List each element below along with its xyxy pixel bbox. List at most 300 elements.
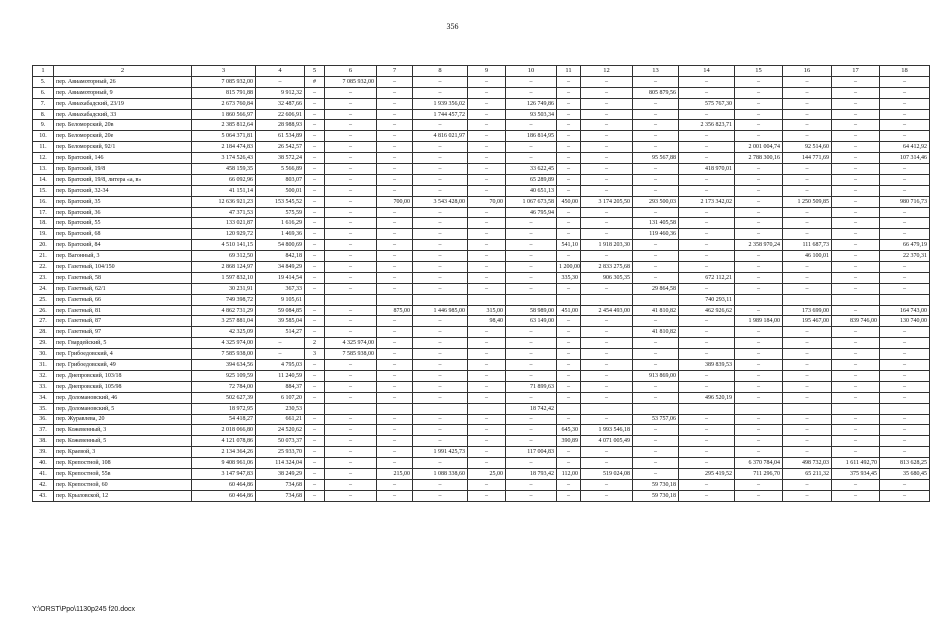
amount-cell: 375 934,45 [832,468,880,479]
amount-cell: – [581,251,633,262]
amount-cell: 53 757,06 [633,414,679,425]
amount-cell: – [325,185,377,196]
row-number-cell: 40. [33,458,54,469]
amount-cell: – [377,76,413,87]
amount-cell: – [413,164,468,175]
address-cell: пер. Газетный, 97 [54,327,192,338]
amount-cell: – [557,490,581,501]
amount-cell: – [305,381,325,392]
amount-cell: – [783,262,832,273]
amount-cell: – [413,251,468,262]
amount-cell: 65 289,89 [506,174,557,185]
amount-cell: – [832,360,880,371]
amount-cell: – [413,87,468,98]
row-number-cell: 10. [33,131,54,142]
amount-cell [581,403,633,414]
amount-cell: – [633,425,679,436]
amount-cell: 6 370 784,04 [735,458,783,469]
amount-cell: – [305,392,325,403]
amount-cell: – [557,109,581,120]
amount-cell [633,403,679,414]
amount-cell: – [880,414,930,425]
amount-cell: – [325,370,377,381]
amount-cell: – [506,76,557,87]
amount-cell: – [305,316,325,327]
address-cell: пер. Днепровский, 103/18 [54,370,192,381]
amount-cell: – [468,414,506,425]
amount-cell: – [377,316,413,327]
amount-cell: – [305,370,325,381]
table-row [33,294,930,305]
amount-cell: – [557,153,581,164]
column-number-cell: 13 [633,66,679,77]
amount-cell: – [506,120,557,131]
amount-cell: – [557,174,581,185]
address-cell: пер. Авиахабадский, 23/19 [54,98,192,109]
amount-cell: # [305,76,325,87]
amount-cell: 394 634,56 [192,360,256,371]
amount-cell: – [880,207,930,218]
amount-cell: – [783,414,832,425]
amount-cell: – [256,338,305,349]
amount-cell: – [735,414,783,425]
amount-cell: – [581,414,633,425]
amount-cell [468,294,506,305]
amount-cell: – [325,490,377,501]
amount-cell: – [468,218,506,229]
amount-cell: – [305,120,325,131]
amount-cell: – [506,229,557,240]
amount-cell: – [325,479,377,490]
row-number-cell: 26. [33,305,54,316]
amount-cell: – [581,185,633,196]
amount-cell: – [468,490,506,501]
amount-cell: – [783,360,832,371]
amount-cell: – [880,76,930,87]
amount-cell: 295 419,52 [679,468,735,479]
amount-cell: – [633,251,679,262]
row-number-cell: 27. [33,316,54,327]
address-cell: пер. Братский, 36 [54,207,192,218]
row-number-cell: 39. [33,447,54,458]
amount-cell: 1 616,29 [256,218,305,229]
amount-cell: – [783,479,832,490]
amount-cell: – [679,381,735,392]
amount-cell: – [506,349,557,360]
row-number-cell: 23. [33,272,54,283]
amount-cell: 38 249,29 [256,468,305,479]
amount-cell: – [679,262,735,273]
amount-cell: – [413,479,468,490]
row-number-cell: 17. [33,207,54,218]
amount-cell: – [735,218,783,229]
amount-cell: 42 325,09 [192,327,256,338]
amount-cell: – [377,142,413,153]
amount-cell: – [305,305,325,316]
address-cell: пер. Авиахабадский, 33 [54,109,192,120]
amount-cell: 173 699,00 [783,305,832,316]
amount-cell [880,403,930,414]
amount-cell: – [468,370,506,381]
amount-cell: – [880,98,930,109]
amount-cell: – [468,174,506,185]
amount-cell: – [880,120,930,131]
amount-cell: 50 073,37 [256,436,305,447]
amount-cell: – [557,458,581,469]
amount-cell: 418 970,01 [679,164,735,175]
amount-cell: 3 174 205,50 [581,196,633,207]
amount-cell: – [468,360,506,371]
amount-cell: 58 989,00 [506,305,557,316]
row-number-cell: 12. [33,153,54,164]
address-cell: пер. Журавлева, 20 [54,414,192,425]
amount-cell: 29 864,58 [633,283,679,294]
amount-cell: – [832,381,880,392]
amount-cell: – [325,305,377,316]
amount-cell: – [581,360,633,371]
amount-cell: 700,00 [377,196,413,207]
amount-cell: 12 636 921,23 [192,196,256,207]
register-table-wrapper [32,65,930,502]
amount-cell: 575,59 [256,207,305,218]
amount-cell: 815 791,88 [192,87,256,98]
amount-cell: – [413,262,468,273]
amount-cell: 749 398,72 [192,294,256,305]
amount-cell: – [305,109,325,120]
amount-cell: – [468,207,506,218]
amount-cell: – [633,272,679,283]
amount-cell: 1 446 985,00 [413,305,468,316]
amount-cell: – [468,447,506,458]
amount-cell: – [377,131,413,142]
amount-cell: – [413,490,468,501]
row-number-cell: 42. [33,479,54,490]
row-number-cell: 24. [33,283,54,294]
amount-cell: – [506,327,557,338]
amount-cell: – [557,283,581,294]
amount-cell: – [468,272,506,283]
amount-cell: – [413,458,468,469]
amount-cell: – [377,262,413,273]
amount-cell: 66 479,19 [880,240,930,251]
amount-cell: – [325,392,377,403]
amount-cell: – [557,370,581,381]
amount-cell: – [468,153,506,164]
amount-cell: 1 989 184,00 [735,316,783,327]
amount-cell: – [413,76,468,87]
row-number-cell: 41. [33,468,54,479]
amount-cell: – [880,218,930,229]
amount-cell: – [679,174,735,185]
row-number-cell: 31. [33,360,54,371]
amount-cell: – [468,425,506,436]
amount-cell: – [783,109,832,120]
amount-cell: 92 514,60 [783,142,832,153]
amount-cell: 19 414,54 [256,272,305,283]
amount-cell: – [305,185,325,196]
amount-cell [783,294,832,305]
amount-cell: 41 810,82 [633,305,679,316]
row-number-cell: 19. [33,229,54,240]
amount-cell: – [832,262,880,273]
address-cell: пер. Братский, 84 [54,240,192,251]
amount-cell: 72 784,00 [192,381,256,392]
amount-cell: – [832,425,880,436]
column-number-row [33,66,930,77]
amount-cell: 59 084,85 [256,305,305,316]
amount-cell: – [783,447,832,458]
amount-cell: – [377,425,413,436]
table-body [33,66,930,502]
amount-cell: 450,00 [557,196,581,207]
amount-cell: – [305,283,325,294]
amount-cell: 40 651,13 [506,185,557,196]
column-number-cell: 6 [325,66,377,77]
amount-cell: – [735,327,783,338]
amount-cell: – [305,327,325,338]
amount-cell: – [633,174,679,185]
amount-cell: – [506,490,557,501]
amount-cell: – [468,283,506,294]
address-cell: пер. Братский, 19/8 [54,164,192,175]
address-cell: пер. Крыловской, 12 [54,490,192,501]
amount-cell: – [832,240,880,251]
amount-cell: – [832,207,880,218]
amount-cell: 6 107,20 [256,392,305,403]
amount-cell: 1 469,36 [256,229,305,240]
amount-cell: – [506,272,557,283]
amount-cell: 672 112,21 [679,272,735,283]
amount-cell: 2 868 124,97 [192,262,256,273]
amount-cell: 1 939 356,02 [413,98,468,109]
amount-cell: – [468,164,506,175]
address-cell: пер. Газетный, 58 [54,272,192,283]
amount-cell: 2 356 823,71 [679,120,735,131]
amount-cell: – [783,174,832,185]
row-number-cell: 11. [33,142,54,153]
amount-cell: – [413,414,468,425]
amount-cell: – [633,316,679,327]
amount-cell: – [581,218,633,229]
amount-cell: – [413,327,468,338]
amount-cell: – [633,436,679,447]
amount-cell: – [506,479,557,490]
amount-cell: – [377,272,413,283]
amount-cell: – [325,229,377,240]
amount-cell: 28 988,93 [256,120,305,131]
amount-cell: – [735,131,783,142]
amount-cell: 661,21 [256,414,305,425]
address-cell: пер. Грибоедовский, 49 [54,360,192,371]
amount-cell: – [557,229,581,240]
amount-cell: 458 159,35 [192,164,256,175]
amount-cell: – [468,436,506,447]
amount-cell: – [735,109,783,120]
amount-cell: – [305,414,325,425]
amount-cell: – [783,327,832,338]
row-number-cell: 30. [33,349,54,360]
row-number-cell: 29. [33,338,54,349]
amount-cell: – [506,283,557,294]
amount-cell: – [832,164,880,175]
amount-cell: – [557,207,581,218]
row-number-cell: 20. [33,240,54,251]
amount-cell [413,294,468,305]
amount-cell: – [325,164,377,175]
amount-cell: – [783,425,832,436]
amount-cell: – [305,196,325,207]
amount-cell: – [832,109,880,120]
amount-cell: – [735,370,783,381]
amount-cell: – [735,229,783,240]
amount-cell: – [679,316,735,327]
table-row [33,131,930,142]
amount-cell: 2 001 004,74 [735,142,783,153]
amount-cell: – [468,338,506,349]
table-row [33,414,930,425]
amount-cell: – [679,327,735,338]
amount-cell: 47 371,53 [192,207,256,218]
amount-cell: – [557,338,581,349]
amount-cell: – [735,87,783,98]
amount-cell: – [557,98,581,109]
amount-cell: – [506,338,557,349]
amount-cell: – [679,218,735,229]
address-cell: пер. Беломорский, 92/1 [54,142,192,153]
amount-cell: – [557,349,581,360]
amount-cell: – [880,436,930,447]
address-cell: пер. Авиамоторный, 26 [54,76,192,87]
amount-cell: – [581,153,633,164]
amount-cell: – [325,316,377,327]
address-cell: пер. Доломановский, 46 [54,392,192,403]
table-row [33,164,930,175]
amount-cell: 32 487,66 [256,98,305,109]
amount-cell: – [305,425,325,436]
amount-cell: 498 732,03 [783,458,832,469]
amount-cell: – [325,458,377,469]
amount-cell [377,403,413,414]
amount-cell: – [325,381,377,392]
row-number-cell: 6. [33,87,54,98]
amount-cell: 839 746,00 [832,316,880,327]
amount-cell: – [581,283,633,294]
amount-cell: – [557,251,581,262]
amount-cell: – [633,185,679,196]
amount-cell: 2 833 275,68 [581,262,633,273]
amount-cell: – [377,381,413,392]
amount-cell: 41 810,82 [633,327,679,338]
amount-cell: 7 085 932,00 [325,76,377,87]
amount-cell: – [880,262,930,273]
amount-cell: 500,01 [256,185,305,196]
amount-cell: 195 467,00 [783,316,832,327]
amount-cell: – [679,447,735,458]
amount-cell [557,403,581,414]
amount-cell: – [468,109,506,120]
amount-cell: – [783,272,832,283]
amount-cell: – [506,153,557,164]
amount-cell: – [832,327,880,338]
row-number-cell: 34. [33,392,54,403]
amount-cell: 65 211,32 [783,468,832,479]
amount-cell: 39 585,04 [256,316,305,327]
amount-cell [832,294,880,305]
row-number-cell: 18. [33,218,54,229]
column-number-cell: 9 [468,66,506,77]
address-cell: пер. Вагонный, 3 [54,251,192,262]
amount-cell: 24 520,62 [256,425,305,436]
amount-cell: 120 929,72 [192,229,256,240]
amount-cell: – [325,468,377,479]
address-cell: пер. Братский, 19/8, литера «а, в» [54,174,192,185]
amount-cell: – [325,109,377,120]
document-path-footer: Y:\ORST\Ppo\1130p245 f20.docx [32,606,135,613]
address-cell: пер. Братский, 55 [54,218,192,229]
amount-cell: – [377,447,413,458]
amount-cell: – [377,120,413,131]
amount-cell: – [880,392,930,403]
amount-cell: – [377,109,413,120]
address-cell: пер. Газетный, 104/150 [54,262,192,273]
table-row [33,316,930,327]
table-row [33,251,930,262]
amount-cell: – [305,479,325,490]
amount-cell [377,294,413,305]
amount-cell: – [557,447,581,458]
amount-cell: – [377,349,413,360]
row-number-cell: 32. [33,370,54,381]
amount-cell: – [581,174,633,185]
amount-cell: 2 385 812,64 [192,120,256,131]
amount-cell: 54 800,69 [256,240,305,251]
amount-cell: – [735,490,783,501]
amount-cell: – [506,425,557,436]
table-row [33,490,930,501]
amount-cell: – [325,142,377,153]
amount-cell: 4 121 078,86 [192,436,256,447]
amount-cell: 18 742,42 [506,403,557,414]
amount-cell: – [557,479,581,490]
amount-cell: – [506,262,557,273]
amount-cell: – [633,338,679,349]
amount-cell [735,294,783,305]
table-row [33,338,930,349]
amount-cell: – [735,447,783,458]
table-row [33,349,930,360]
amount-cell: – [581,349,633,360]
amount-cell: – [633,142,679,153]
amount-cell: – [679,414,735,425]
amount-cell: 46 795,94 [506,207,557,218]
amount-cell: 186 814,95 [506,131,557,142]
table-row [33,262,930,273]
amount-cell: – [506,392,557,403]
amount-cell: 117 004,83 [506,447,557,458]
amount-cell: – [413,283,468,294]
amount-cell: – [581,120,633,131]
address-cell: пер. Гвардейский, 5 [54,338,192,349]
amount-cell: – [679,87,735,98]
amount-cell: – [377,436,413,447]
column-number-cell: 12 [581,66,633,77]
amount-cell: – [413,370,468,381]
amount-cell: – [305,458,325,469]
amount-cell: – [413,218,468,229]
amount-cell: – [679,479,735,490]
amount-cell: – [468,458,506,469]
amount-cell: – [735,381,783,392]
